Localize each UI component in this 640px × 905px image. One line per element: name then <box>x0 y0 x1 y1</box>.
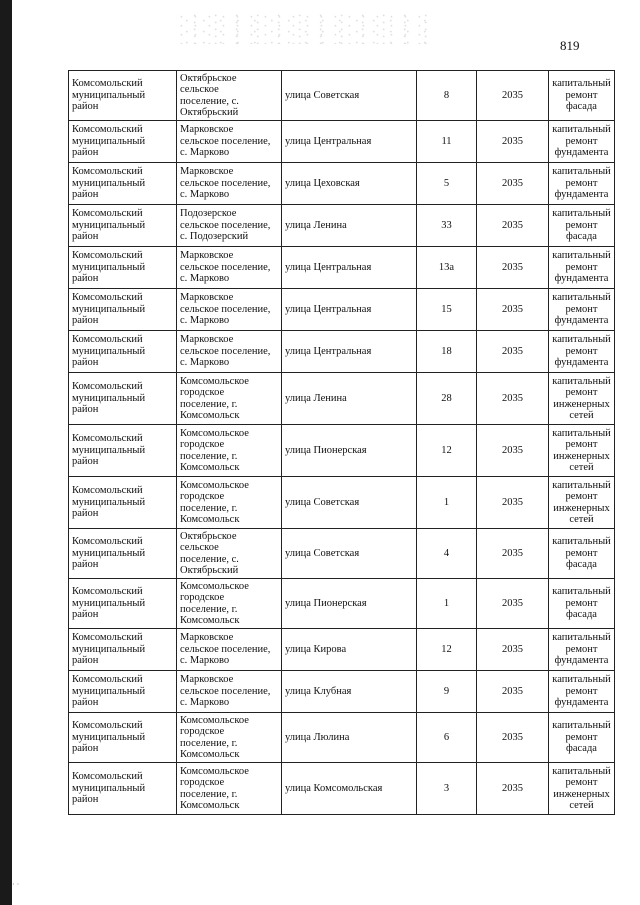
work-type-cell-text: капитальный ремонт инженерных сетей <box>552 765 611 811</box>
district-cell-text: Комсомольский муниципальный район <box>72 78 146 113</box>
table-row <box>69 289 615 331</box>
year-cell <box>477 71 549 121</box>
year-cell <box>477 763 549 815</box>
settlement-cell-text: Марковское сельское поселение, с. Марково <box>180 124 271 159</box>
work-type-cell-text: капитальный ремонт фундамента <box>552 250 611 285</box>
street-cell <box>282 163 417 205</box>
street-cell <box>282 671 417 713</box>
table-row <box>69 247 615 289</box>
street-cell-text: улица Ленина <box>285 392 347 404</box>
district-cell <box>69 763 177 815</box>
work-type-cell-text: капитальный ремонт фасада <box>552 720 611 755</box>
work-type-cell-text: капитальный ремонт фасада <box>552 586 611 621</box>
house-number-cell <box>417 579 477 629</box>
work-type-cell-text: капитальный ремонт фундамента <box>552 166 611 201</box>
house-number-cell <box>417 205 477 247</box>
work-type-cell <box>549 671 615 713</box>
work-type-cell <box>549 763 615 815</box>
work-type-cell <box>549 477 615 529</box>
work-type-cell-text: капитальный ремонт фундамента <box>552 674 611 709</box>
year-cell <box>477 671 549 713</box>
house-number-cell <box>417 247 477 289</box>
year-cell-text: 2035 <box>502 89 523 101</box>
district-cell-text: Комсомольский муниципальный район <box>72 771 146 806</box>
work-type-cell <box>549 331 615 373</box>
district-cell <box>69 71 177 121</box>
house-number-cell-text: 12 <box>441 643 452 655</box>
year-cell-text: 2035 <box>502 597 523 609</box>
year-cell-text: 2035 <box>502 782 523 794</box>
house-number-cell-text: 4 <box>443 547 450 559</box>
house-number-cell <box>417 763 477 815</box>
scan-edge-bar <box>0 0 12 905</box>
year-cell-text: 2035 <box>502 392 523 404</box>
street-cell <box>282 331 417 373</box>
work-type-cell-text: капитальный ремонт инженерных сетей <box>552 375 611 421</box>
district-cell-text: Комсомольский муниципальный район <box>72 720 146 755</box>
district-cell <box>69 205 177 247</box>
year-cell <box>477 163 549 205</box>
table-row <box>69 579 615 629</box>
district-cell-text: Комсомольский муниципальный район <box>72 632 146 667</box>
district-cell <box>69 579 177 629</box>
year-cell-text: 2035 <box>502 685 523 697</box>
house-number-cell-text: 33 <box>441 219 452 231</box>
work-type-cell <box>549 71 615 121</box>
street-cell-text: улица Цеховская <box>285 177 360 189</box>
table-row <box>69 763 615 815</box>
district-cell <box>69 629 177 671</box>
work-type-cell-text: капитальный ремонт фундамента <box>552 632 611 667</box>
work-type-cell-text: капитальный ремонт фундамента <box>552 334 611 369</box>
table-row <box>69 713 615 763</box>
settlement-cell-text: Комсомольское городское поселение, г. Комсомольск <box>180 479 249 525</box>
settlement-cell-text: Октябрьское сельское поселение, с. Октябрьский <box>180 72 239 118</box>
work-type-cell-text: капитальный ремонт фундамента <box>552 292 611 327</box>
work-type-cell <box>549 579 615 629</box>
street-cell <box>282 629 417 671</box>
district-cell <box>69 121 177 163</box>
street-cell <box>282 71 417 121</box>
work-type-cell-text: капитальный ремонт инженерных сетей <box>552 479 611 525</box>
settlement-cell-text: Комсомольское городское поселение, г. Комсомольск <box>180 580 249 626</box>
street-cell <box>282 763 417 815</box>
work-type-cell-text: капитальный ремонт фасада <box>552 536 611 571</box>
house-number-cell-text: 28 <box>441 392 452 404</box>
house-number-cell-text: 3 <box>443 782 450 794</box>
district-cell <box>69 477 177 529</box>
table-row <box>69 205 615 247</box>
scan-artifact: · · <box>12 880 20 889</box>
district-cell-text: Комсомольский муниципальный район <box>72 208 146 243</box>
district-cell <box>69 247 177 289</box>
street-cell <box>282 529 417 579</box>
house-number-cell-text: 5 <box>443 177 450 189</box>
work-type-cell-text: капитальный ремонт фасада <box>552 78 611 113</box>
district-cell <box>69 425 177 477</box>
district-cell <box>69 671 177 713</box>
settlement-cell-text: Марковское сельское поселение, с. Марково <box>180 166 271 201</box>
settlement-cell <box>177 247 282 289</box>
district-cell-text: Комсомольский муниципальный район <box>72 536 146 571</box>
district-cell <box>69 163 177 205</box>
settlement-cell <box>177 205 282 247</box>
settlement-cell-text: Марковское сельское поселение, с. Марково <box>180 250 271 285</box>
street-cell-text: улица Пионерская <box>285 597 367 609</box>
district-cell <box>69 713 177 763</box>
house-number-cell-text: 1 <box>443 597 450 609</box>
year-cell <box>477 289 549 331</box>
year-cell-text: 2035 <box>502 643 523 655</box>
table-row <box>69 331 615 373</box>
table-row <box>69 163 615 205</box>
house-number-cell-text: 1 <box>443 496 450 508</box>
year-cell-text: 2035 <box>502 345 523 357</box>
settlement-cell-text: Марковское сельское поселение, с. Марково <box>180 334 271 369</box>
year-cell <box>477 713 549 763</box>
scan-noise <box>180 14 430 44</box>
year-cell <box>477 529 549 579</box>
district-cell-text: Комсомольский муниципальный район <box>72 381 146 416</box>
year-cell-text: 2035 <box>502 219 523 231</box>
settlement-cell <box>177 629 282 671</box>
settlement-cell <box>177 713 282 763</box>
house-number-cell-text: 6 <box>443 731 450 743</box>
street-cell-text: улица Центральная <box>285 135 372 147</box>
street-cell-text: улица Ленина <box>285 219 347 231</box>
work-type-cell-text: капитальный ремонт фундамента <box>552 124 611 159</box>
district-cell-text: Комсомольский муниципальный район <box>72 674 146 709</box>
work-type-cell <box>549 373 615 425</box>
work-type-cell-text: капитальный ремонт фасада <box>552 208 611 243</box>
work-type-cell <box>549 205 615 247</box>
work-type-cell <box>549 629 615 671</box>
street-cell-text: улица Советская <box>285 547 360 559</box>
street-cell-text: улица Комсомольская <box>285 782 383 794</box>
street-cell-text: улица Люлина <box>285 731 350 743</box>
house-number-cell <box>417 671 477 713</box>
house-number-cell-text: 13а <box>438 261 455 273</box>
district-cell-text: Комсомольский муниципальный район <box>72 433 146 468</box>
house-number-cell <box>417 71 477 121</box>
house-number-cell-text: 15 <box>441 303 452 315</box>
work-type-cell <box>549 529 615 579</box>
work-type-cell-text: капитальный ремонт инженерных сетей <box>552 427 611 473</box>
house-number-cell <box>417 331 477 373</box>
year-cell <box>477 121 549 163</box>
street-cell-text: улица Центральная <box>285 261 372 273</box>
street-cell-text: улица Пионерская <box>285 444 367 456</box>
settlement-cell-text: Подозерское сельское поселение, с. Подозерский <box>180 208 271 243</box>
street-cell-text: улица Клубная <box>285 685 352 697</box>
year-cell <box>477 629 549 671</box>
work-type-cell <box>549 713 615 763</box>
settlement-cell <box>177 529 282 579</box>
house-number-cell-text: 18 <box>441 345 452 357</box>
street-cell <box>282 121 417 163</box>
year-cell-text: 2035 <box>502 135 523 147</box>
year-cell-text: 2035 <box>502 547 523 559</box>
work-type-cell <box>549 247 615 289</box>
year-cell <box>477 373 549 425</box>
year-cell <box>477 331 549 373</box>
settlement-cell <box>177 579 282 629</box>
table-row <box>69 71 615 121</box>
settlement-cell-text: Комсомольское городское поселение, г. Комсомольск <box>180 714 249 760</box>
settlement-cell <box>177 331 282 373</box>
district-cell-text: Комсомольский муниципальный район <box>72 586 146 621</box>
house-number-cell-text: 9 <box>443 685 450 697</box>
street-cell <box>282 713 417 763</box>
settlement-cell <box>177 671 282 713</box>
street-cell <box>282 579 417 629</box>
year-cell-text: 2035 <box>502 731 523 743</box>
table-row <box>69 373 615 425</box>
table-row <box>69 629 615 671</box>
year-cell <box>477 205 549 247</box>
settlement-cell-text: Марковское сельское поселение, с. Марково <box>180 292 271 327</box>
year-cell-text: 2035 <box>502 444 523 456</box>
house-number-cell <box>417 529 477 579</box>
year-cell-text: 2035 <box>502 303 523 315</box>
house-number-cell <box>417 713 477 763</box>
district-cell-text: Комсомольский муниципальный район <box>72 124 146 159</box>
house-number-cell <box>417 425 477 477</box>
house-number-cell-text: 8 <box>443 89 450 101</box>
house-number-cell <box>417 477 477 529</box>
year-cell-text: 2035 <box>502 177 523 189</box>
year-cell <box>477 247 549 289</box>
registry-table-body <box>69 71 615 815</box>
table-row <box>69 477 615 529</box>
street-cell <box>282 247 417 289</box>
page-number: 819 <box>560 38 580 53</box>
year-cell <box>477 477 549 529</box>
street-cell-text: улица Советская <box>285 496 360 508</box>
district-cell <box>69 331 177 373</box>
house-number-cell <box>417 121 477 163</box>
district-cell-text: Комсомольский муниципальный район <box>72 166 146 201</box>
settlement-cell-text: Октябрьское сельское поселение, с. Октябрьский <box>180 530 239 576</box>
settlement-cell <box>177 763 282 815</box>
table-row <box>69 671 615 713</box>
settlement-cell <box>177 373 282 425</box>
settlement-cell-text: Комсомольское городское поселение, г. Комсомольск <box>180 375 249 421</box>
street-cell-text: улица Советская <box>285 89 360 101</box>
district-cell <box>69 289 177 331</box>
table-row <box>69 425 615 477</box>
settlement-cell-text: Марковское сельское поселение, с. Марково <box>180 632 271 667</box>
district-cell <box>69 529 177 579</box>
house-number-cell <box>417 163 477 205</box>
house-number-cell-text: 12 <box>441 444 452 456</box>
settlement-cell-text: Комсомольское городское поселение, г. Комсомольск <box>180 427 249 473</box>
street-cell <box>282 289 417 331</box>
table-row <box>69 121 615 163</box>
house-number-cell <box>417 373 477 425</box>
settlement-cell <box>177 121 282 163</box>
street-cell-text: улица Центральная <box>285 303 372 315</box>
street-cell <box>282 373 417 425</box>
registry-table <box>68 70 615 815</box>
settlement-cell <box>177 163 282 205</box>
district-cell-text: Комсомольский муниципальный район <box>72 485 146 520</box>
street-cell <box>282 205 417 247</box>
work-type-cell <box>549 163 615 205</box>
street-cell <box>282 425 417 477</box>
street-cell <box>282 477 417 529</box>
house-number-cell <box>417 289 477 331</box>
settlement-cell <box>177 71 282 121</box>
settlement-cell-text: Комсомольское городское поселение, г. Комсомольск <box>180 765 249 811</box>
work-type-cell <box>549 289 615 331</box>
year-cell-text: 2035 <box>502 261 523 273</box>
house-number-cell-text: 11 <box>441 135 452 147</box>
house-number-cell <box>417 629 477 671</box>
settlement-cell-text: Марковское сельское поселение, с. Марково <box>180 674 271 709</box>
district-cell-text: Комсомольский муниципальный район <box>72 334 146 369</box>
work-type-cell <box>549 425 615 477</box>
settlement-cell <box>177 289 282 331</box>
district-cell-text: Комсомольский муниципальный район <box>72 250 146 285</box>
year-cell <box>477 579 549 629</box>
district-cell-text: Комсомольский муниципальный район <box>72 292 146 327</box>
settlement-cell <box>177 477 282 529</box>
table-row <box>69 529 615 579</box>
year-cell <box>477 425 549 477</box>
street-cell-text: улица Центральная <box>285 345 372 357</box>
work-type-cell <box>549 121 615 163</box>
street-cell-text: улица Кирова <box>285 643 347 655</box>
district-cell <box>69 373 177 425</box>
settlement-cell <box>177 425 282 477</box>
year-cell-text: 2035 <box>502 496 523 508</box>
